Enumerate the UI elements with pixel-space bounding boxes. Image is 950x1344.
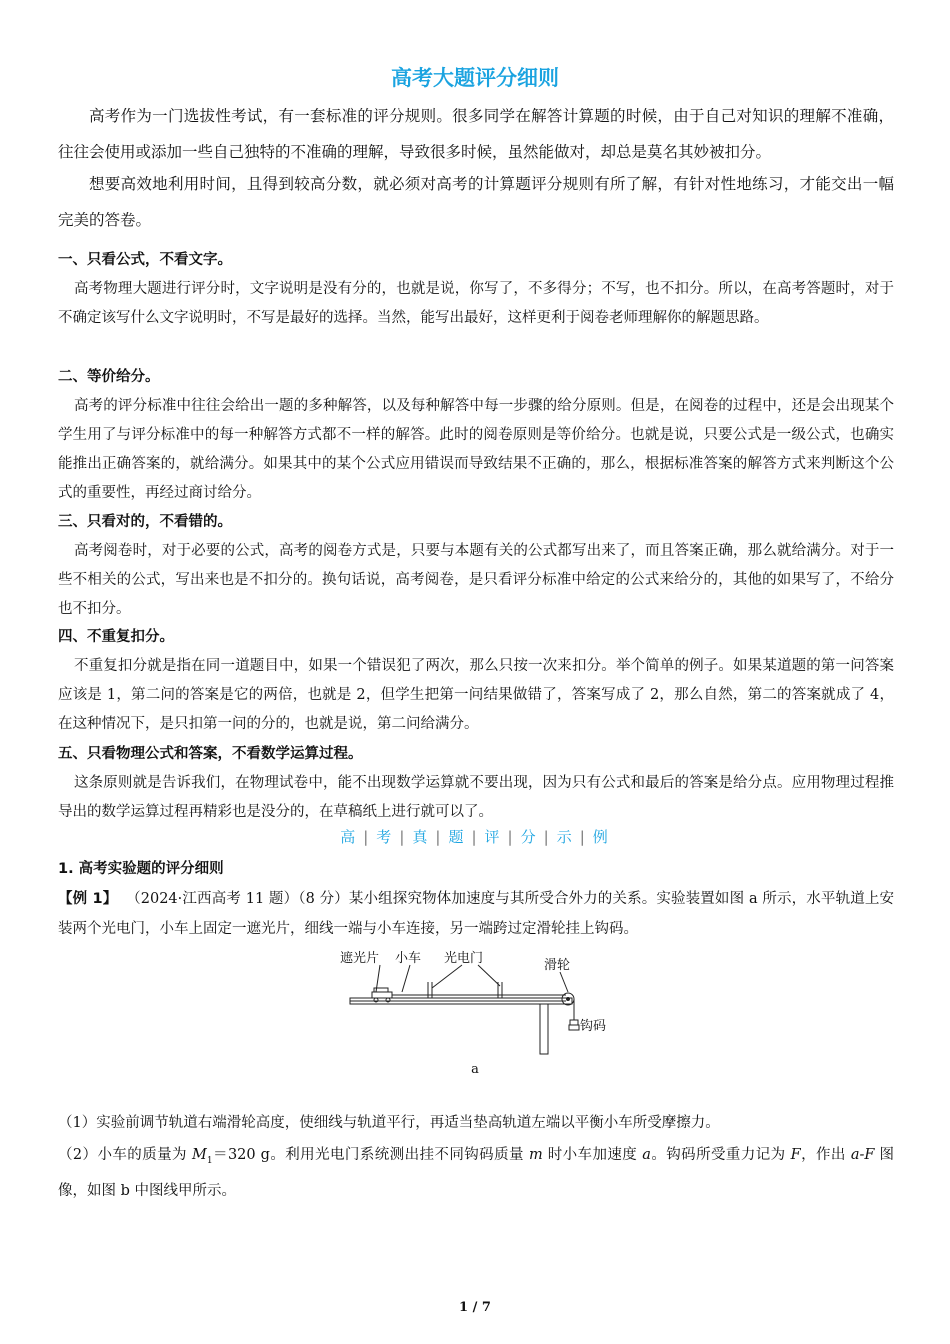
apparatus-figure [330, 942, 620, 1062]
question-1: （1）实验前调节轨道右端滑轮高度，使细线与轨道平行，再适当垫高轨道左端以平衡小车所受摩擦力。 [58, 1115, 720, 1131]
banner-char: 高 [340, 828, 358, 846]
section-5 [58, 740, 894, 827]
section-heading: 三、只看对的，不看错的。 [58, 514, 232, 530]
example-source: （2024·江西高考 11 题）（8 分） [133, 891, 349, 907]
section-body: 高考物理大题进行评分时，文字说明是没有分的，也就是说，你写了，不多得分；不写，也不扣分。所以，在高考答题时，对于不确定该写什么文字说明时，不写是最好的选择。当然，能写出最好，这样更利于阅卷老师理解你的解题思路。 [58, 281, 894, 326]
section-body: 不重复扣分就是指在同一道题目中，如果一个错误犯了两次，那么只按一次来扣分。举个简单的例子。如果某道题的第一问答案应该是 1，第二问的答案是它的两倍，也就是 2，但学生把第一问结果做错了，答案写成了 2，那么自然，第二的答案就成了 4，在这种情况下，是只扣第一问的分的，也就是说，第二问给满分。 [58, 658, 894, 732]
example-1-text [58, 884, 894, 944]
banner-char: 题 [448, 828, 466, 846]
banner-char: 分 [520, 828, 538, 846]
example-body: 某小组探究物体加速度与其所受合外力的关系。实验装置如图 a 所示，水平轨道上安装两个光电门，小车上固定一遮光片，细线一端与小车连接，另一端跨过定滑轮挂上钩码。 [58, 891, 894, 937]
intro-paragraph-1: 高考作为一门选拔性考试，有一套标准的评分规则。很多同学在解答计算题的时候，由于自己对知识的理解不准确，往往会使用或添加一些自己独特的不准确的理解，导致很多时候，虽然能做对，却总是莫名其妙被扣分。 [58, 107, 894, 161]
example-label: 【例 1】 [58, 891, 118, 907]
label-cart: 小车 [395, 951, 422, 966]
section-heading: 二、等价给分。 [58, 369, 160, 385]
banner-char: 例 [592, 828, 610, 846]
label-pulley: 滑轮 [544, 958, 571, 973]
question-2: （2）小车的质量为 $M_1=320$ g。利用光电门系统测出挂不同钩码质量 m 时小车加速度 a。钩码所受重力记为 F，作出 a-F 图像，如图 b 中图线甲所示。 [58, 1147, 895, 1199]
section-1 [58, 246, 894, 333]
banner-char: 真 [412, 828, 430, 846]
banner-char: 评 [484, 828, 502, 846]
label-gate: 光电门 [444, 951, 484, 966]
page-title: 高考大题评分细则 [391, 66, 559, 90]
section-body: 高考阅卷时，对于必要的公式，高考的阅卷方式是，只要与本题有关的公式都写出来了，而且答案正确，那么就给满分。对于一些不相关的公式，写出来也是不扣分的。换句话说，高考阅卷，是只看评分标准中给定的公式来给分的，其他的如果写了，不给分也不扣分。 [58, 543, 894, 617]
section-heading: 一、只看公式，不看文字。 [58, 252, 232, 268]
figure-caption: a [471, 1062, 479, 1077]
section-heading: 四、不重复扣分。 [58, 629, 174, 645]
section-body: 高考的评分标准中往往会给出一题的多种解答，以及每种解答中每一步骤的给分原则。但是，在阅卷的过程中，还是会出现某个学生用了与评分标准中的每一种解答方式都不一样的解答。此时的阅卷原则是等价给分。也就是说，只要公式是一级公式，也确实能推出正确答案的，就给满分。如果其中的某个公式应用错误而导致结果不正确的，那么，根据标准答案的解答方式来判断这个公式的重要性，再经过商讨给分。 [58, 398, 894, 501]
banner-char: 考 [376, 828, 394, 846]
exam-examples-banner: 高 | 考 | 真 | 题 | 评 | 分 | 示 | 例 [340, 828, 610, 846]
example-section-heading: 1. 高考实验题的评分细则 [58, 861, 224, 877]
section-3 [58, 508, 894, 624]
section-body: 这条原则就是告诉我们，在物理试卷中，能不出现数学运算就不要出现，因为只有公式和最后的答案是给分点。应用物理过程推导出的数学运算过程再精彩也是没分的，在草稿纸上进行就可以了。 [58, 775, 894, 820]
label-shade: 遮光片 [340, 951, 380, 966]
banner-char: 示 [556, 828, 574, 846]
section-2 [58, 363, 894, 508]
section-heading: 五、只看物理公式和答案，不看数学运算过程。 [58, 746, 363, 762]
page-number: 1 / 7 [459, 1300, 491, 1315]
label-weight: 钩码 [580, 1019, 607, 1034]
section-4 [58, 623, 894, 739]
intro-paragraph-2: 想要高效地利用时间，且得到较高分数，就必须对高考的计算题评分规则有所了解，有针对性地练习，才能交出一幅完美的答卷。 [58, 175, 894, 229]
